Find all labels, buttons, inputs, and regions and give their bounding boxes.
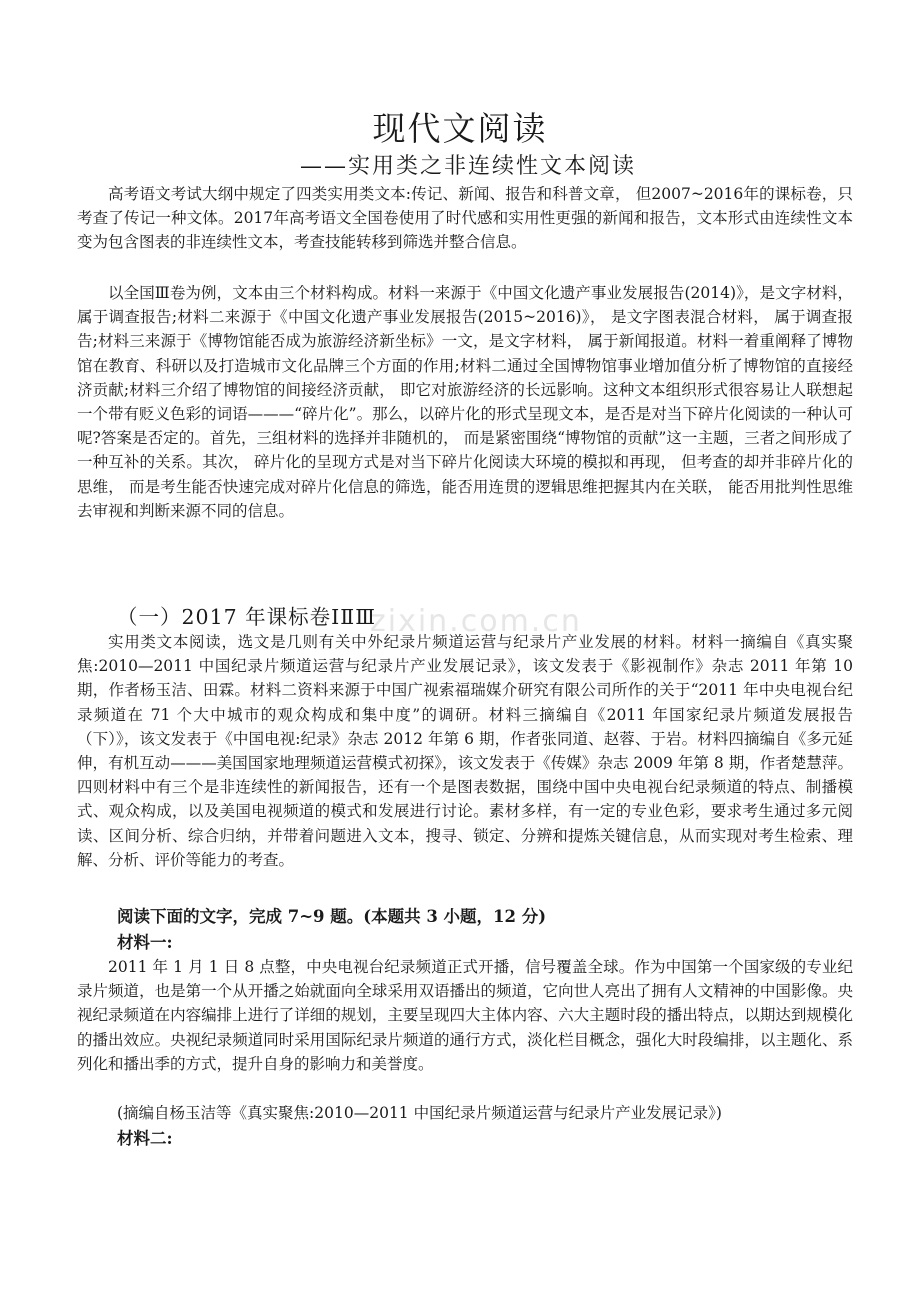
page-subtitle: ——实用类之非连续性文本阅读 (300, 154, 637, 179)
intro-paragraph-1: 高考语文考试大纲中规定了四类实用类文本:传记、新闻、报告和科普文章， 但2007~2016年的课标卷，只考查了传记一种文体。2017年高考语文全国卷使用了时代感和实用性更强的新闻和报告，文本形式由连续性文本变为包含图表的非连续性文本，考查技能转移到筛选并整合信息。 (77, 185, 853, 252)
watermark-text: zixin.com.cn (370, 604, 582, 639)
material-one-text: 2011 年 1 月 1 日 8 点整，中央电视台纪录频道正式开播，信号覆盖全球。作为中国第一个国家级的专业纪录片频道，也是第一个从开播之始就面向全球采用双语播出的频道，它向世人亮出了拥有人文精神的中国影像。央视纪录频道在内容编排上进行了详细的规划，主要呈现四大主体内容、六大主题时段的播出特点，以期达到规模化的播出效应。央视纪录频道同时采用国际纪录片频道的通行方式，淡化栏目概念，强化大时段编排，以主题化、系列化和播出季的方式，提升自身的影响力和美誉度。 (77, 958, 853, 1073)
section-intro-paragraph: 实用类文本阅读，选文是几则有关中外纪录片频道运营与纪录片产业发展的材料。材料一摘编自《真实聚焦:2010—2011 中国纪录片频道运营与纪录片产业发展记录》，该文发表于《影视制作》杂志 2011 年第 10 期，作者杨玉洁、田霖。材料二资料来源于中国广视索福瑞媒介研究有限公司所作的关于“2011 年中央电视台纪录频道在 71 个大中城市的观众构成和集中度”的调研。材料三摘编自《2011 年国家纪录片频道发展报告（下）》，该文发表于《中国电视:纪录》杂志 2012 年第 6 期，作者张同道、赵蓉、于岩。材料四摘编自《多元延伸，有机互动———美国国家地理频道运营模式初探》，该文发表于《传媒》杂志 2009 年第 8 期，作者楚慧萍。四则材料中有三个是非连续性的新闻报告，还有一个是图表数据，围绕中国中央电视台纪录频道的特点、制播模式、观众构成，以及美国电视频道的模式和发展进行讨论。素材多样，有一定的专业色彩，要求考生通过多元阅读、区间分析、综合归纳，并带着问题进入文本，搜寻、锁定、分辨和提炼关键信息，从而实现对考生检索、理解、分析、评价等能力的考查。 (77, 633, 853, 869)
section-heading: （一）2017 年课标卷ⅠⅡⅢ (117, 605, 376, 629)
material-two-label: 材料二: (117, 1129, 173, 1148)
intro-paragraph-2: 以全国Ⅲ卷为例，文本由三个材料构成。材料一来源于《中国文化遗产事业发展报告(2014)》，是文字材料， 属于调查报告;材料二来源于《中国文化遗产事业发展报告(2015~2016)》， 是文字图表混合材料， 属于调查报告;材料三来源于《博物馆能否成为旅游经济新坐标》一文，是文字材料， 属于新闻报道。材料一着重阐释了博物馆在教育、科研以及打造城市文化品牌三个方面的作用;材料二通过全国博物馆事业增加值分析了博物馆的直接经济贡献;材料三介绍了博物馆的间接经济贡献， 即它对旅游经济的长远影响。这种文本组织形式很容易让人联想起一个带有贬义色彩的词语———“碎片化”。那么，以碎片化的形式呈现文本，是否是对当下碎片化阅读的一种认可呢?答案是否定的。首先，三组材料的选择并非随机的， 而是紧密围绕“博物馆的贡献”这一主题，三者之间形成了一种互补的关系。其次， 碎片化的呈现方式是对当下碎片化阅读大环境的模拟和再现， 但考查的却并非碎片化的思维， 而是考生能否快速完成对碎片化信息的筛选，能否用连贯的逻辑思维把握其内在关联， 能否用批判性思维去审视和判断来源不同的信息。 (77, 284, 853, 520)
material-one-source: (摘编自杨玉洁等《真实聚焦:2010—2011 中国纪录片频道运营与纪录片产业发展记录》) (117, 1104, 722, 1122)
question-prompt: 阅读下面的文字，完成 7~9 题。(本题共 3 小题，12 分) (117, 907, 547, 926)
material-one-label: 材料一: (117, 933, 173, 952)
page-title: 现代文阅读 (372, 109, 548, 148)
